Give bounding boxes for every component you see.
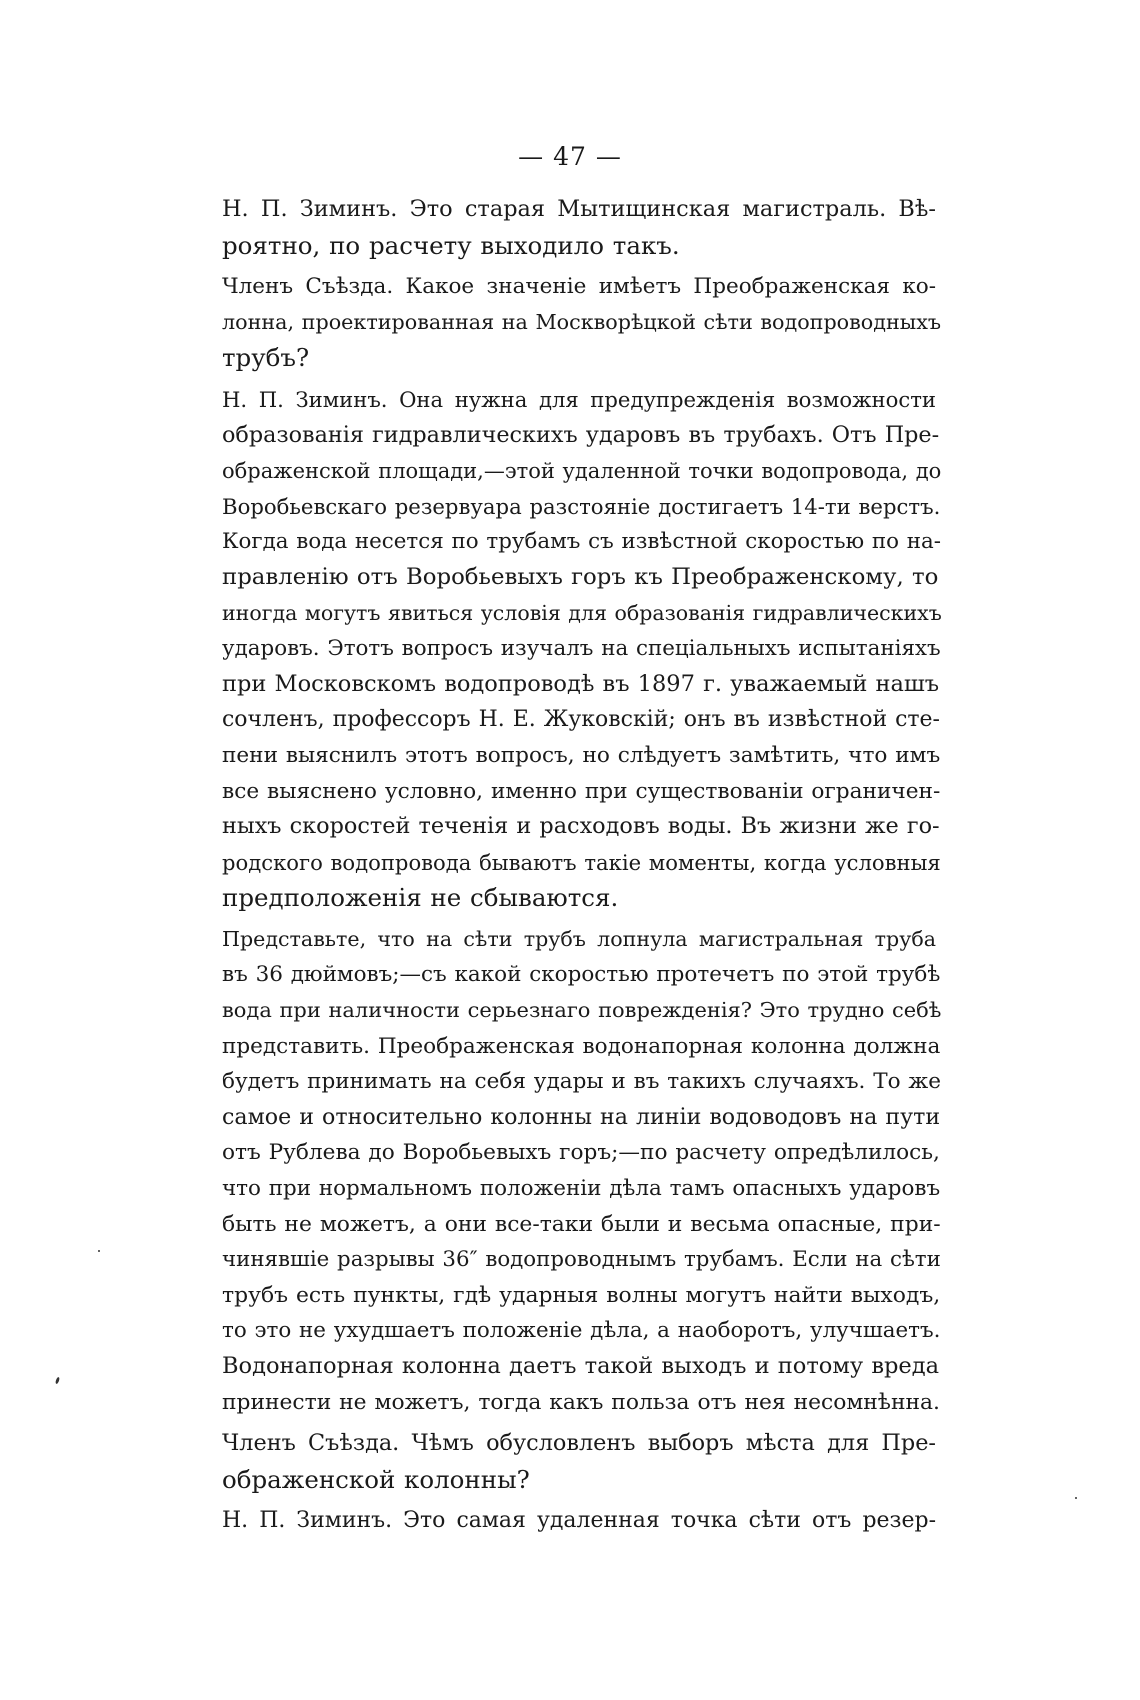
page-number: — 47 — (518, 142, 622, 171)
text-line: Н. П. Зиминъ. Это самая удаленная точка сѣти отъ резер- (222, 1508, 936, 1534)
text-line: представить. Преображенская водонапорная колонна должна (222, 1033, 941, 1059)
text-line: быть не можетъ, а они все-таки были и весьма опасные, при- (222, 1211, 941, 1237)
text-line: будетъ принимать на себя удары и въ такихъ случаяхъ. То же (222, 1069, 942, 1095)
text-line: чинявшіе разрывы 36″ водопроводнымъ трубамъ. Если на сѣти (222, 1247, 941, 1273)
text-line: Водонапорная колонна даетъ такой выходъ и потому вреда (222, 1353, 940, 1379)
text-line: въ 36 дюймовъ;—съ какой скоростью протечетъ по этой трубѣ (222, 962, 941, 988)
text-line: что при нормальномъ положеніи дѣла тамъ опасныхъ ударовъ (222, 1176, 941, 1202)
text-line: ныхъ скоростей теченія и расходовъ воды. Въ жизни же го- (222, 813, 940, 840)
paragraph-zimin-1 (190, 192, 936, 263)
text-line: Представьте, что на сѣти трубъ лопнула магистральная труба (222, 926, 936, 951)
text-line: при Московскомъ водопроводѣ въ 1897 г. уважаемый нашъ (222, 670, 940, 697)
text-line: ображенской колонны? (222, 1464, 530, 1494)
text-line: родского водопровода бываютъ такіе моменты, когда условныя (222, 849, 941, 875)
text-line: лонна, проектированная на Москворѣцкой сѣти водопроводныхъ (222, 309, 942, 334)
text-line: ображенской площади,—этой удаленной точки водопровода, до (222, 458, 942, 484)
text-line: самое и относительно колонны на линіи водоводовъ на пути (222, 1103, 941, 1130)
text-line: Членъ Съѣзда. Какое значеніе имѣетъ Преображенская ко- (222, 274, 936, 300)
paragraph-member-question-1 (190, 269, 942, 376)
text-line: трубъ? (222, 343, 310, 373)
text-line: Воробьевскаго резервуара разстояніе достигаетъ 14-ти верстъ. (222, 493, 941, 519)
text-line: вода при наличности серьезнаго поврежденія? Это трудно себѣ (222, 998, 942, 1023)
body-text (190, 192, 942, 1545)
text-line: Когда вода несется по трубамъ съ извѣстной скоростью по на- (222, 529, 941, 555)
text-line: отъ Рублева до Воробьевыхъ горъ;—по расчету опредѣлилось, (222, 1140, 940, 1166)
text-line: сочленъ, профессоръ Н. Е. Жуковскій; онъ въ извѣстной сте- (222, 707, 940, 733)
text-line: предположенія не сбываются. (222, 883, 619, 913)
paragraph-member-question-2 (190, 1426, 936, 1497)
paragraph-zimin-2 (190, 382, 942, 916)
scan-speck (55, 1377, 60, 1385)
text-line: принести не можетъ, тогда какъ польза отъ нея несомнѣнна. (222, 1389, 940, 1415)
paragraph-zimin-4 (190, 1503, 936, 1539)
text-line: образованія гидравлическихъ ударовъ въ трубахъ. Отъ Пре- (222, 421, 940, 448)
text-line: Н. П. Зиминъ. Она нужна для предупрежденія возможности (222, 386, 936, 412)
text-line: Членъ Съѣзда. Чѣмъ обусловленъ выборъ мѣста для Пре- (222, 1430, 936, 1457)
scan-speck (1075, 1497, 1077, 1499)
text-line: правленію отъ Воробьевыхъ горъ къ Преображенскому, то (222, 563, 939, 590)
text-line: все выяснено условно, именно при существованіи ограничен- (222, 778, 941, 804)
scan-speck (98, 1250, 100, 1252)
text-line: трубъ есть пункты, гдѣ ударныя волны могутъ найти выходъ, (222, 1282, 941, 1308)
text-line: роятно, по расчету выходило такъ. (222, 230, 680, 260)
text-line: ударовъ. Этотъ вопросъ изучалъ на спеціальныхъ испытаніяхъ (222, 636, 941, 662)
text-line: то это не ухудшаетъ положеніе дѣла, а наоборотъ, улучшаетъ. (222, 1318, 941, 1344)
text-line: Н. П. Зиминъ. Это старая Мытищинская магистраль. Вѣ- (222, 196, 936, 222)
paragraph-zimin-3 (190, 922, 942, 1420)
text-line: пени выяснилъ этотъ вопросъ, но слѣдуетъ замѣтить, что имъ (222, 742, 941, 768)
text-line: иногда могутъ явиться условія для образованія гидравлическихъ (222, 600, 942, 625)
